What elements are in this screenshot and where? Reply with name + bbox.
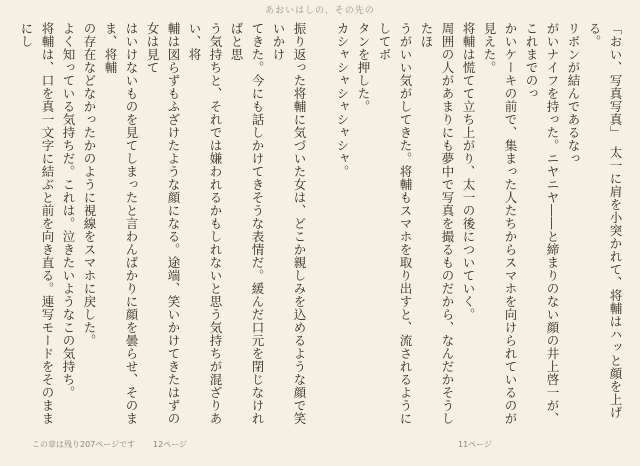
text-line: 振り返った将輔に気づいた女は、どこか親しみを込めるような顔で笑いかけ bbox=[271, 22, 307, 425]
text-line: 将輔は慌てて立ち上がり、太一の後についていく。 bbox=[461, 22, 476, 321]
opening-lines: 「おい、写真写真」 太一に肩を小突かれて、将輔はハッと顔を上げる。 bbox=[587, 22, 623, 419]
chapter-remaining-pages: この章は残り207ページです bbox=[32, 440, 136, 449]
text-line: う気持ちと、それでは嫌われるかもしれないと思う気持ちが混ざりあい、将 bbox=[187, 22, 223, 425]
right-page-text bbox=[330, 22, 626, 432]
left-page-text bbox=[14, 22, 310, 432]
text-line: はいけないものを見てしまったと言わんばかりに顔を曇らせ、そのまま、将輔 bbox=[103, 22, 139, 425]
text-line: 将輔は、口を真一文字に結ぶと前を向き直る。連写モードをそのままにし bbox=[19, 22, 55, 425]
book-title-header: あおいはしの、その先の bbox=[265, 6, 375, 16]
text-line: うがいい気がしてきた。将輔もスマホを取り出すと、流されるようにしてボ bbox=[377, 22, 413, 425]
right-page-number: 11ページ bbox=[458, 440, 493, 449]
text-line: の存在などなかったかのように視線をスマホに戻した。 bbox=[82, 22, 97, 347]
text-line: かいケーキの前で、集まった人たちからスマホを向けられているのが見えた。 bbox=[482, 22, 518, 425]
text-line: 輔は図らずもふざけたような顔になる。途端、笑いかけてきたはずの女は見て bbox=[145, 22, 181, 425]
text-line: よく知っている気持ちだ。これは。泣きたいようなこの気持ち。 bbox=[61, 22, 76, 399]
text-line: カシャシャシャシャシャ。 bbox=[335, 22, 350, 178]
text-line: 周囲の人があまりにも夢中で写真を撮るものだから、なんだかそうしたほ bbox=[419, 22, 455, 425]
text-line: リボンが結んであるなっ bbox=[566, 22, 581, 165]
text-line bbox=[14, 22, 16, 432]
text-line bbox=[330, 22, 332, 432]
text-line: てきた。今にも話しかけてきそうな表情だ。緩んだ口元を閉じなければと思 bbox=[229, 22, 265, 425]
right-page bbox=[330, 22, 626, 432]
left-page-number: 12ページ bbox=[153, 440, 188, 449]
left-page bbox=[14, 22, 310, 432]
text-line: タンを押した。 bbox=[356, 22, 371, 113]
text-line: がいナイフを持った。ニヤニヤ――と締まりのない顔の井上啓一が、これまでのっ bbox=[524, 22, 560, 425]
